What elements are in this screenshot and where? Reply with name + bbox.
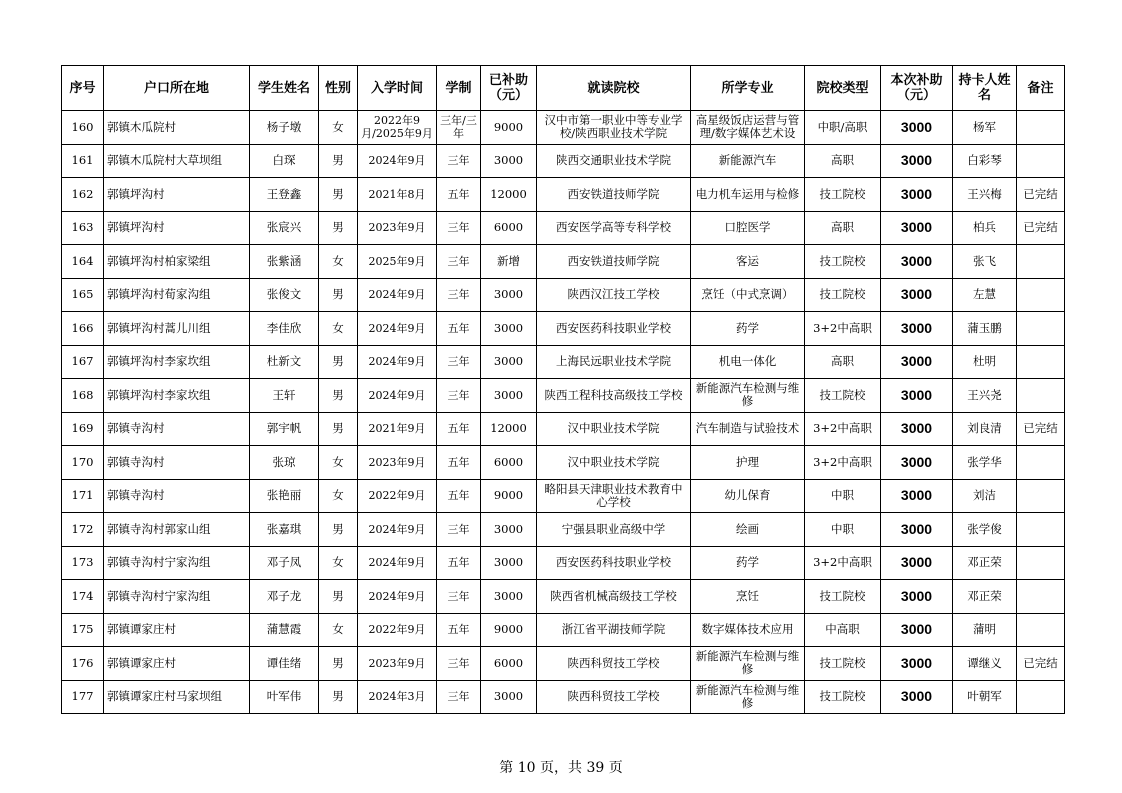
table-row [62, 144, 1065, 178]
cell-hukou-location: 郭镇寺沟村 [104, 412, 250, 446]
cell-enroll-date: 2024年9月 [358, 345, 437, 379]
cell-index: 174 [62, 580, 104, 614]
cell-student-name: 张俊文 [250, 278, 319, 312]
header-school: 就读院校 [537, 66, 691, 111]
cell-remark [1017, 144, 1065, 178]
cell-hukou-location: 郭镇寺沟村 [104, 446, 250, 480]
table-row [62, 379, 1065, 413]
cell-hukou-location: 郭镇木瓜院村 [104, 111, 250, 145]
cell-student-name: 王轩 [250, 379, 319, 413]
cell-current-subsidy: 3000 [881, 345, 953, 379]
cell-program-length: 五年 [437, 546, 481, 580]
cell-program-length: 五年 [437, 412, 481, 446]
cell-current-subsidy: 3000 [881, 647, 953, 681]
cell-paid-subsidy: 6000 [481, 647, 537, 681]
cell-paid-subsidy: 3000 [481, 345, 537, 379]
cell-school: 上海民远职业技术学院 [537, 345, 691, 379]
cell-school-type: 3+2中高职 [805, 446, 881, 480]
cell-program-length: 三年 [437, 245, 481, 279]
cell-gender: 男 [319, 144, 358, 178]
header-index: 序号 [62, 66, 104, 111]
cell-gender: 男 [319, 680, 358, 714]
cell-school-type: 高职 [805, 211, 881, 245]
cell-enroll-date: 2025年9月 [358, 245, 437, 279]
cell-current-subsidy: 3000 [881, 613, 953, 647]
cell-student-name: 张宸兴 [250, 211, 319, 245]
table-row [62, 446, 1065, 480]
cell-cardholder-name: 刘良清 [953, 412, 1017, 446]
cell-gender: 男 [319, 513, 358, 547]
cell-school: 汉中市第一职业中等专业学校/陕西职业技术学院 [537, 111, 691, 145]
cell-school-type: 高职 [805, 345, 881, 379]
cell-index: 162 [62, 178, 104, 212]
cell-current-subsidy: 3000 [881, 144, 953, 178]
cell-gender: 男 [319, 278, 358, 312]
table-row [62, 680, 1065, 714]
cell-school-type: 中职/高职 [805, 111, 881, 145]
cell-student-name: 王登鑫 [250, 178, 319, 212]
cell-major: 新能源汽车 [691, 144, 805, 178]
cell-remark [1017, 479, 1065, 513]
table-row [62, 647, 1065, 681]
cell-school-type: 3+2中高职 [805, 546, 881, 580]
cell-gender: 女 [319, 613, 358, 647]
cell-cardholder-name: 蒲玉鹏 [953, 312, 1017, 346]
cell-current-subsidy: 3000 [881, 446, 953, 480]
cell-major: 新能源汽车检测与维修 [691, 680, 805, 714]
cell-school: 宁强县职业高级中学 [537, 513, 691, 547]
cell-cardholder-name: 杜明 [953, 345, 1017, 379]
cell-cardholder-name: 张飞 [953, 245, 1017, 279]
cell-remark [1017, 580, 1065, 614]
table-row [62, 245, 1065, 279]
cell-cardholder-name: 杨军 [953, 111, 1017, 145]
cell-cardholder-name: 邓正荣 [953, 580, 1017, 614]
cell-school-type: 中职 [805, 479, 881, 513]
cell-remark [1017, 312, 1065, 346]
cell-cardholder-name: 谭继义 [953, 647, 1017, 681]
cell-paid-subsidy: 12000 [481, 178, 537, 212]
cell-paid-subsidy: 9000 [481, 111, 537, 145]
cell-hukou-location: 郭镇寺沟村 [104, 479, 250, 513]
cell-cardholder-name: 刘洁 [953, 479, 1017, 513]
cell-school-type: 技工院校 [805, 245, 881, 279]
header-enroll-date: 入学时间 [358, 66, 437, 111]
cell-school: 陕西工程科技高级技工学校 [537, 379, 691, 413]
header-gender: 性别 [319, 66, 358, 111]
cell-major: 口腔医学 [691, 211, 805, 245]
cell-current-subsidy: 3000 [881, 211, 953, 245]
cell-school: 汉中职业技术学院 [537, 412, 691, 446]
cell-major: 绘画 [691, 513, 805, 547]
cell-cardholder-name: 柏兵 [953, 211, 1017, 245]
cell-major: 汽车制造与试验技术 [691, 412, 805, 446]
header-program-length: 学制 [437, 66, 481, 111]
cell-student-name: 郭宇帆 [250, 412, 319, 446]
cell-current-subsidy: 3000 [881, 178, 953, 212]
cell-student-name: 叶军伟 [250, 680, 319, 714]
cell-student-name: 邓子凤 [250, 546, 319, 580]
cell-hukou-location: 郭镇坪沟村 [104, 211, 250, 245]
cell-student-name: 白琛 [250, 144, 319, 178]
cell-index: 171 [62, 479, 104, 513]
cell-enroll-date: 2024年9月 [358, 278, 437, 312]
cell-student-name: 邓子龙 [250, 580, 319, 614]
cell-school-type: 3+2中高职 [805, 312, 881, 346]
header-current-subsidy: 本次补助（元） [881, 66, 953, 111]
cell-index: 161 [62, 144, 104, 178]
cell-current-subsidy: 3000 [881, 580, 953, 614]
cell-paid-subsidy: 3000 [481, 513, 537, 547]
cell-program-length: 五年 [437, 613, 481, 647]
cell-gender: 男 [319, 345, 358, 379]
cell-enroll-date: 2024年9月 [358, 379, 437, 413]
cell-gender: 男 [319, 379, 358, 413]
cell-cardholder-name: 王兴梅 [953, 178, 1017, 212]
cell-index: 172 [62, 513, 104, 547]
cell-index: 163 [62, 211, 104, 245]
cell-current-subsidy: 3000 [881, 412, 953, 446]
cell-gender: 男 [319, 647, 358, 681]
cell-remark: 已完结 [1017, 647, 1065, 681]
cell-hukou-location: 郭镇木瓜院村大草坝组 [104, 144, 250, 178]
cell-enroll-date: 2024年3月 [358, 680, 437, 714]
cell-school: 陕西交通职业技术学院 [537, 144, 691, 178]
cell-enroll-date: 2021年8月 [358, 178, 437, 212]
cell-school-type: 高职 [805, 144, 881, 178]
cell-major: 机电一体化 [691, 345, 805, 379]
cell-gender: 女 [319, 111, 358, 145]
table-row [62, 580, 1065, 614]
cell-hukou-location: 郭镇坪沟村荀家沟组 [104, 278, 250, 312]
cell-remark [1017, 278, 1065, 312]
cell-paid-subsidy: 3000 [481, 580, 537, 614]
header-hukou-location: 户口所在地 [104, 66, 250, 111]
cell-index: 170 [62, 446, 104, 480]
cell-school-type: 3+2中高职 [805, 412, 881, 446]
cell-index: 165 [62, 278, 104, 312]
cell-enroll-date: 2024年9月 [358, 546, 437, 580]
cell-major: 新能源汽车检测与维修 [691, 647, 805, 681]
cell-enroll-date: 2022年9月 [358, 479, 437, 513]
cell-enroll-date: 2024年9月 [358, 580, 437, 614]
table-row [62, 211, 1065, 245]
cell-program-length: 三年 [437, 513, 481, 547]
table-row [62, 513, 1065, 547]
cell-school: 陕西科贸技工学校 [537, 680, 691, 714]
cell-current-subsidy: 3000 [881, 312, 953, 346]
cell-student-name: 张艳丽 [250, 479, 319, 513]
cell-program-length: 五年 [437, 312, 481, 346]
cell-cardholder-name: 王兴尧 [953, 379, 1017, 413]
cell-current-subsidy: 3000 [881, 379, 953, 413]
cell-hukou-location: 郭镇谭家庄村 [104, 647, 250, 681]
cell-current-subsidy: 3000 [881, 546, 953, 580]
cell-current-subsidy: 3000 [881, 278, 953, 312]
cell-paid-subsidy: 3000 [481, 680, 537, 714]
cell-index: 169 [62, 412, 104, 446]
cell-paid-subsidy: 3000 [481, 278, 537, 312]
table-row [62, 412, 1065, 446]
cell-student-name: 蒲慧霞 [250, 613, 319, 647]
table-row [62, 345, 1065, 379]
cell-school: 西安铁道技师学院 [537, 245, 691, 279]
cell-gender: 女 [319, 312, 358, 346]
cell-cardholder-name: 左慧 [953, 278, 1017, 312]
cell-remark [1017, 379, 1065, 413]
cell-hukou-location: 郭镇谭家庄村 [104, 613, 250, 647]
cell-school-type: 技工院校 [805, 379, 881, 413]
cell-enroll-date: 2021年9月 [358, 412, 437, 446]
cell-major: 护理 [691, 446, 805, 480]
cell-enroll-date: 2023年9月 [358, 647, 437, 681]
cell-cardholder-name: 蒲明 [953, 613, 1017, 647]
cell-school-type: 中职 [805, 513, 881, 547]
cell-remark [1017, 245, 1065, 279]
cell-student-name: 谭佳绪 [250, 647, 319, 681]
cell-program-length: 三年 [437, 211, 481, 245]
cell-gender: 男 [319, 412, 358, 446]
cell-paid-subsidy: 3000 [481, 379, 537, 413]
cell-remark [1017, 513, 1065, 547]
cell-index: 173 [62, 546, 104, 580]
cell-remark [1017, 111, 1065, 145]
cell-major: 烹饪 [691, 580, 805, 614]
cell-program-length: 三年 [437, 680, 481, 714]
cell-student-name: 张紫涵 [250, 245, 319, 279]
cell-major: 新能源汽车检测与维修 [691, 379, 805, 413]
cell-student-name: 李佳欣 [250, 312, 319, 346]
table-row [62, 178, 1065, 212]
header-paid-subsidy: 已补助（元） [481, 66, 537, 111]
cell-enroll-date: 2023年9月 [358, 446, 437, 480]
table-row [62, 546, 1065, 580]
cell-school: 陕西科贸技工学校 [537, 647, 691, 681]
cell-school: 略阳县天津职业技术教育中心学校 [537, 479, 691, 513]
cell-hukou-location: 郭镇坪沟村李家坎组 [104, 345, 250, 379]
cell-enroll-date: 2024年9月 [358, 513, 437, 547]
cell-gender: 女 [319, 446, 358, 480]
table-row [62, 111, 1065, 145]
subsidy-table [61, 65, 1065, 714]
cell-enroll-date: 2023年9月 [358, 211, 437, 245]
cell-remark: 已完结 [1017, 178, 1065, 212]
cell-remark: 已完结 [1017, 211, 1065, 245]
cell-school-type: 中高职 [805, 613, 881, 647]
cell-enroll-date: 2022年9月/2025年9月 [358, 111, 437, 145]
header-school-type: 院校类型 [805, 66, 881, 111]
cell-gender: 男 [319, 211, 358, 245]
cell-school: 西安铁道技师学院 [537, 178, 691, 212]
cell-student-name: 杜新文 [250, 345, 319, 379]
cell-school: 西安医药科技职业学校 [537, 546, 691, 580]
cell-paid-subsidy: 12000 [481, 412, 537, 446]
cell-paid-subsidy: 3000 [481, 312, 537, 346]
cell-current-subsidy: 3000 [881, 680, 953, 714]
cell-paid-subsidy: 6000 [481, 446, 537, 480]
cell-hukou-location: 郭镇寺沟村宁家沟组 [104, 580, 250, 614]
cell-hukou-location: 郭镇坪沟村 [104, 178, 250, 212]
cell-program-length: 三年 [437, 647, 481, 681]
cell-cardholder-name: 白彩琴 [953, 144, 1017, 178]
cell-school: 陕西汉江技工学校 [537, 278, 691, 312]
cell-cardholder-name: 邓正荣 [953, 546, 1017, 580]
cell-current-subsidy: 3000 [881, 479, 953, 513]
cell-index: 166 [62, 312, 104, 346]
cell-student-name: 张嘉琪 [250, 513, 319, 547]
cell-hukou-location: 郭镇坪沟村蒿儿川组 [104, 312, 250, 346]
cell-program-length: 五年 [437, 446, 481, 480]
cell-program-length: 三年 [437, 345, 481, 379]
cell-paid-subsidy: 3000 [481, 144, 537, 178]
cell-current-subsidy: 3000 [881, 111, 953, 145]
cell-program-length: 三年 [437, 144, 481, 178]
cell-school-type: 技工院校 [805, 178, 881, 212]
cell-student-name: 张琼 [250, 446, 319, 480]
cell-hukou-location: 郭镇寺沟村郭家山组 [104, 513, 250, 547]
cell-gender: 男 [319, 178, 358, 212]
cell-gender: 女 [319, 245, 358, 279]
cell-index: 176 [62, 647, 104, 681]
cell-remark [1017, 680, 1065, 714]
cell-current-subsidy: 3000 [881, 513, 953, 547]
cell-index: 175 [62, 613, 104, 647]
cell-gender: 男 [319, 580, 358, 614]
cell-remark: 已完结 [1017, 412, 1065, 446]
cell-index: 168 [62, 379, 104, 413]
cell-current-subsidy: 3000 [881, 245, 953, 279]
cell-major: 电力机车运用与检修 [691, 178, 805, 212]
header-remark: 备注 [1017, 66, 1065, 111]
cell-cardholder-name: 张学俊 [953, 513, 1017, 547]
cell-school: 西安医药科技职业学校 [537, 312, 691, 346]
cell-program-length: 五年 [437, 178, 481, 212]
cell-enroll-date: 2024年9月 [358, 144, 437, 178]
cell-index: 167 [62, 345, 104, 379]
cell-hukou-location: 郭镇坪沟村李家坎组 [104, 379, 250, 413]
cell-index: 164 [62, 245, 104, 279]
cell-school-type: 技工院校 [805, 580, 881, 614]
cell-paid-subsidy: 6000 [481, 211, 537, 245]
cell-cardholder-name: 张学华 [953, 446, 1017, 480]
cell-major: 药学 [691, 546, 805, 580]
cell-school: 浙江省平湖技师学院 [537, 613, 691, 647]
cell-remark [1017, 345, 1065, 379]
cell-cardholder-name: 叶朝军 [953, 680, 1017, 714]
cell-school-type: 技工院校 [805, 278, 881, 312]
header-cardholder-name: 持卡人姓名 [953, 66, 1017, 111]
cell-index: 160 [62, 111, 104, 145]
cell-school-type: 技工院校 [805, 647, 881, 681]
cell-major: 客运 [691, 245, 805, 279]
cell-major: 高星级饭店运营与管理/数字媒体艺术设 [691, 111, 805, 145]
cell-school: 汉中职业技术学院 [537, 446, 691, 480]
cell-major: 药学 [691, 312, 805, 346]
table-header-row [62, 66, 1065, 111]
cell-school: 西安医学高等专科学校 [537, 211, 691, 245]
cell-program-length: 三年 [437, 379, 481, 413]
cell-major: 幼儿保育 [691, 479, 805, 513]
table-row [62, 613, 1065, 647]
cell-remark [1017, 613, 1065, 647]
cell-hukou-location: 郭镇谭家庄村马家坝组 [104, 680, 250, 714]
cell-paid-subsidy: 新增 [481, 245, 537, 279]
cell-paid-subsidy: 9000 [481, 613, 537, 647]
cell-major: 烹饪（中式烹调） [691, 278, 805, 312]
cell-gender: 女 [319, 546, 358, 580]
cell-enroll-date: 2022年9月 [358, 613, 437, 647]
cell-remark [1017, 546, 1065, 580]
cell-hukou-location: 郭镇寺沟村宁家沟组 [104, 546, 250, 580]
cell-remark [1017, 446, 1065, 480]
cell-school: 陕西省机械高级技工学校 [537, 580, 691, 614]
cell-hukou-location: 郭镇坪沟村柏家梁组 [104, 245, 250, 279]
table-row [62, 479, 1065, 513]
cell-program-length: 三年/三年 [437, 111, 481, 145]
cell-student-name: 杨子墩 [250, 111, 319, 145]
header-major: 所学专业 [691, 66, 805, 111]
cell-program-length: 三年 [437, 278, 481, 312]
table-row [62, 278, 1065, 312]
cell-program-length: 五年 [437, 479, 481, 513]
cell-school-type: 技工院校 [805, 680, 881, 714]
table-row [62, 312, 1065, 346]
header-student-name: 学生姓名 [250, 66, 319, 111]
cell-index: 177 [62, 680, 104, 714]
page-number: 第 10 页，共 39 页 [499, 760, 623, 776]
cell-gender: 女 [319, 479, 358, 513]
cell-enroll-date: 2024年9月 [358, 312, 437, 346]
cell-program-length: 三年 [437, 580, 481, 614]
cell-paid-subsidy: 9000 [481, 479, 537, 513]
cell-paid-subsidy: 3000 [481, 546, 537, 580]
cell-major: 数字媒体技术应用 [691, 613, 805, 647]
